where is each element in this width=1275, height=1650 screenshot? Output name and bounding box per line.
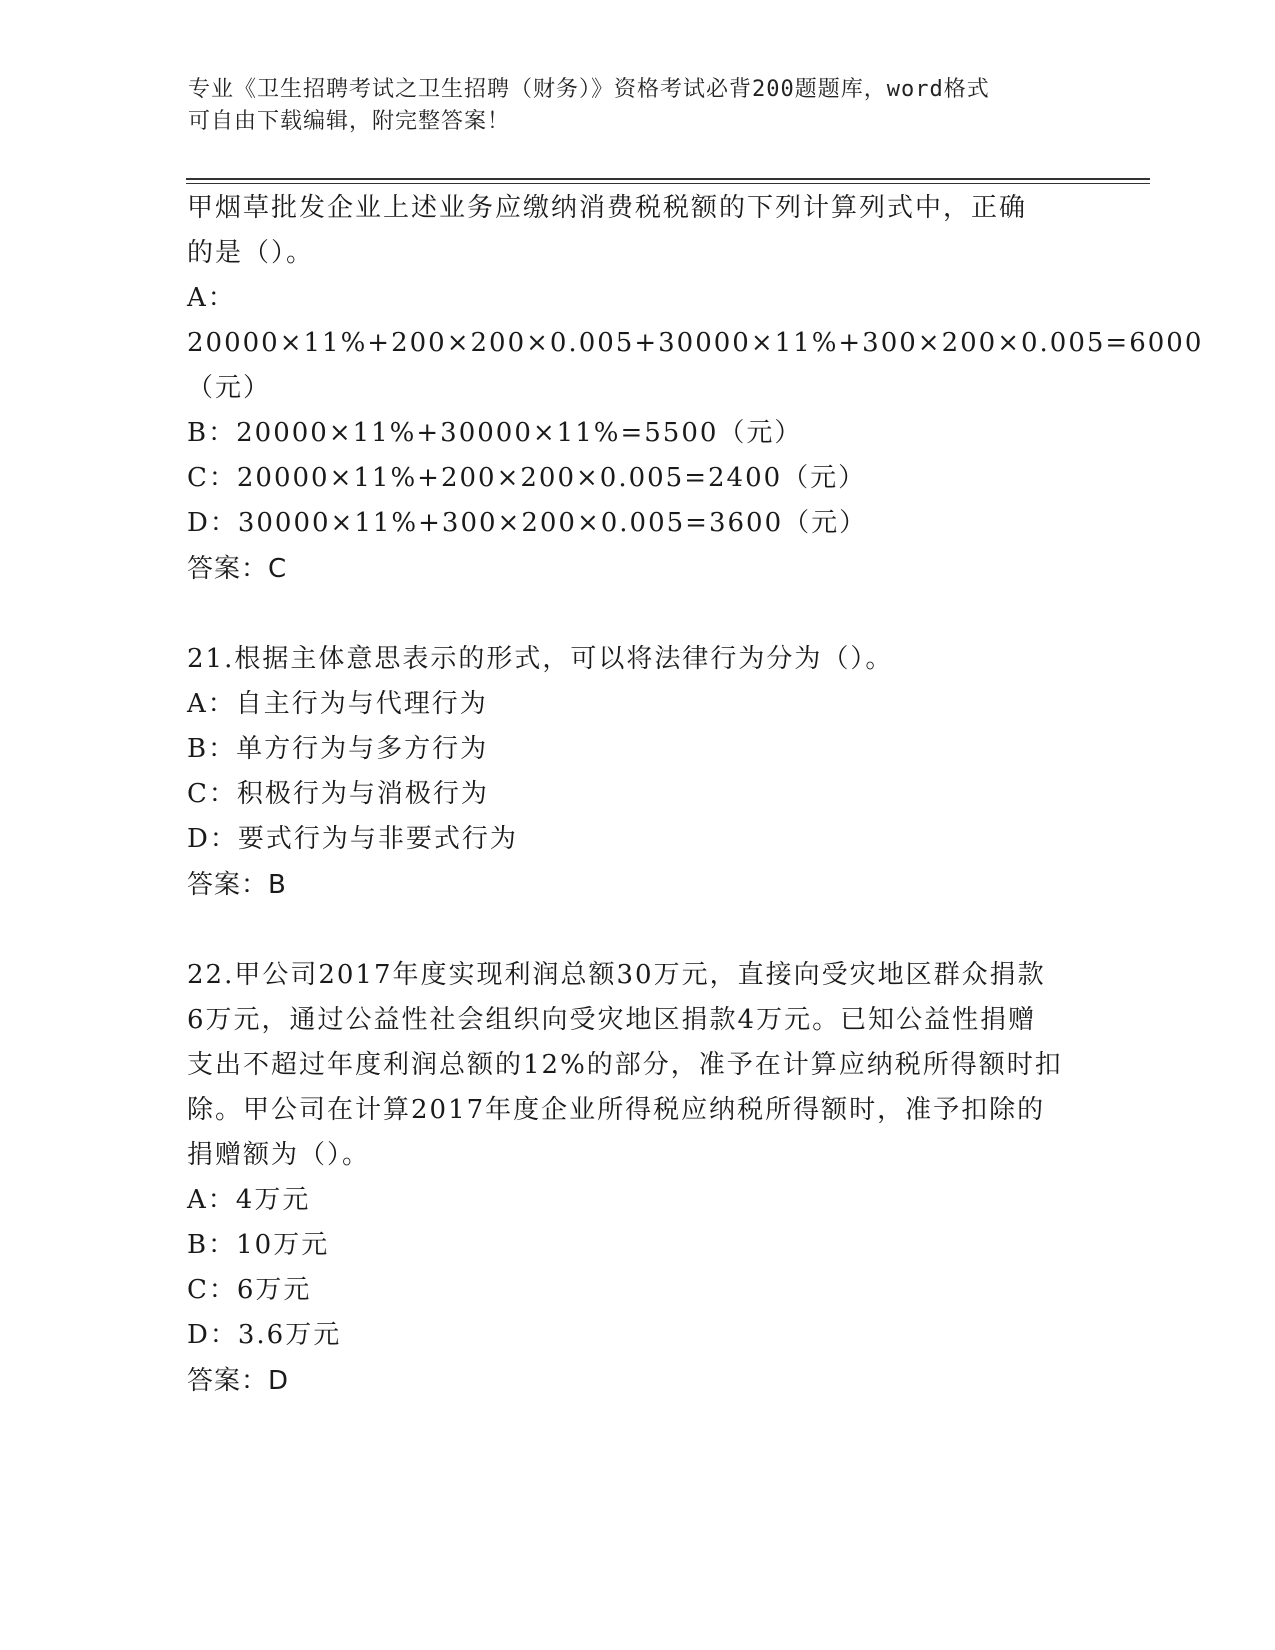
question-text-line: 除。甲公司在计算2017年度企业所得税应纳税所得额时，准予扣除的 <box>187 1095 1046 1125</box>
answer-value: D <box>268 1366 290 1396</box>
option-d: D：要式行为与非要式行为 <box>187 824 518 854</box>
question-block <box>187 953 1077 1404</box>
option-b: B：20000×11%+30000×11%=5500（元） <box>187 418 803 448</box>
answer-line <box>187 1358 1077 1404</box>
answer-value: B <box>268 870 287 900</box>
option-d: D：30000×11%+300×200×0.005=3600（元） <box>187 508 868 538</box>
page-header <box>188 74 1068 138</box>
question-text-line: 21.根据主体意思表示的形式，可以将法律行为分为（）。 <box>187 644 894 674</box>
header-line-2: 可自由下载编辑，附完整答案！ <box>188 109 511 134</box>
option-a: A：20000×11%+200×200×0.005+30000×11%+300×200×0.005=6000 <box>187 283 1204 358</box>
question-block <box>187 637 1077 908</box>
answer-line <box>187 862 1077 908</box>
option-c: C：6万元 <box>187 1275 312 1305</box>
option-d: D：3.6万元 <box>187 1320 342 1350</box>
question-list <box>187 186 1204 1404</box>
option-a-continued: （元） <box>187 373 272 403</box>
option-b: B：单方行为与多方行为 <box>187 734 489 764</box>
question-text-line: 6万元，通过公益性社会组织向受灾地区捐款4万元。已知公益性捐赠 <box>187 1005 1037 1035</box>
question-text-line: 支出不超过年度利润总额的12%的部分，准予在计算应纳税所得额时扣 <box>187 1050 1063 1080</box>
option-a: A：自主行为与代理行为 <box>187 689 488 719</box>
answer-value: C <box>268 554 288 584</box>
question-block <box>187 186 1204 592</box>
option-b: B：10万元 <box>187 1230 330 1260</box>
header-line-1: 专业《卫生招聘考试之卫生招聘（财务）》资格考试必背200题题库，word格式 <box>188 77 990 102</box>
question-text-line: 22.甲公司2017年度实现利润总额30万元，直接向受灾地区群众捐款 <box>187 960 1046 990</box>
header-divider <box>186 178 1150 180</box>
answer-label: 答案： <box>187 1366 269 1396</box>
answer-label: 答案： <box>187 870 269 900</box>
question-text-line: 甲烟草批发企业上述业务应缴纳消费税税额的下列计算列式中，正确 <box>187 193 1028 223</box>
spacer <box>187 908 1077 953</box>
header-divider-thin <box>186 183 1150 184</box>
option-c: C：20000×11%+200×200×0.005=2400（元） <box>187 463 867 493</box>
option-a: A：4万元 <box>187 1185 311 1215</box>
answer-line <box>187 546 1077 592</box>
option-c: C：积极行为与消极行为 <box>187 779 489 809</box>
spacer <box>187 592 1077 637</box>
question-text-line: 的是（）。 <box>187 238 315 268</box>
answer-label: 答案： <box>187 554 269 584</box>
question-text-line: 捐赠额为（）。 <box>187 1140 371 1170</box>
